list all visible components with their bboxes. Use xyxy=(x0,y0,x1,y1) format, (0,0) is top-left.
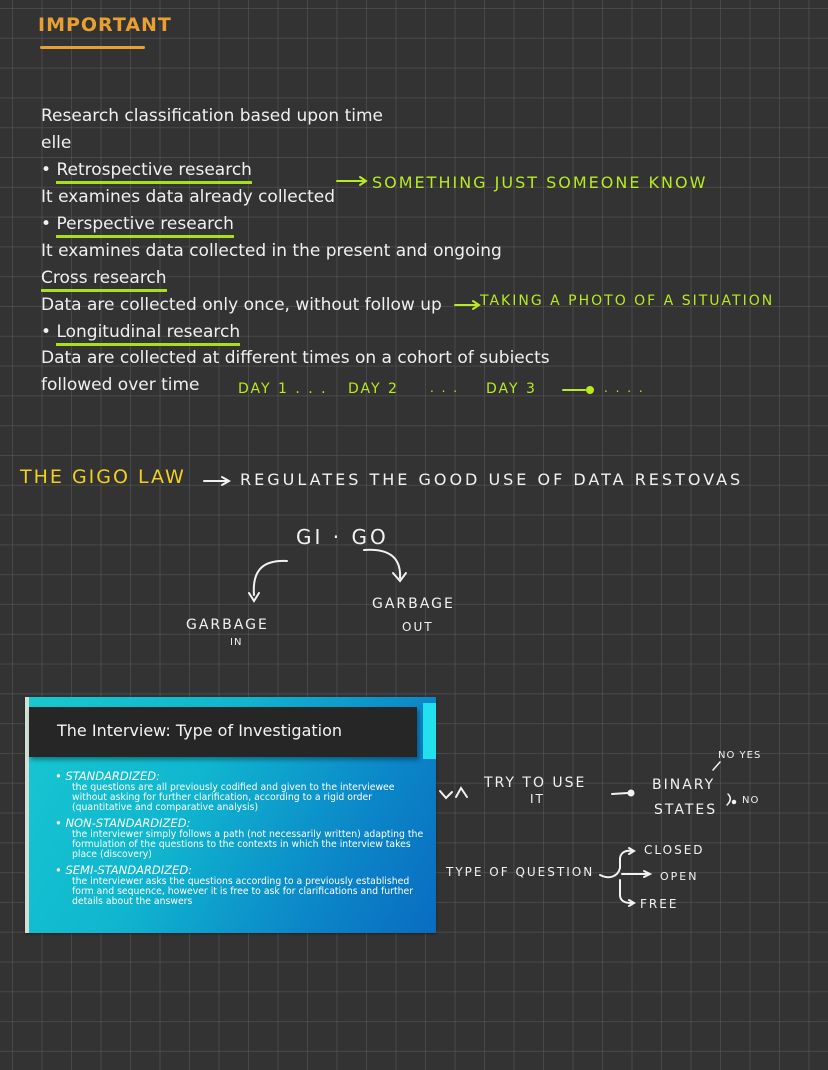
note-longitudinal-desc-2: followed over time xyxy=(41,375,200,395)
slide-item-semi-standardized xyxy=(55,863,425,907)
arrow-right-icon xyxy=(563,387,593,393)
slide-item-heading: • SEMI-STANDARDIZED: xyxy=(55,863,425,877)
question-type-closed: CLOSED xyxy=(644,843,705,857)
retrospective-heading: Retrospective research xyxy=(56,160,252,184)
important-heading: IMPORTANT xyxy=(38,14,172,36)
arrow-right-icon xyxy=(204,477,229,485)
gigo-center-label: GI · GO xyxy=(296,525,389,549)
annotation-day-1: DAY 1 . . . xyxy=(238,381,328,397)
note-retrospective-desc: It examines data already collected xyxy=(41,187,335,207)
yes-option: NO YES xyxy=(718,750,762,761)
longitudinal-heading: Longitudinal research xyxy=(56,322,240,346)
branch-icon xyxy=(713,762,736,805)
slide-item-non-standardized xyxy=(55,816,425,860)
garbage-in-sub: IN xyxy=(230,637,243,648)
arrow-right-icon xyxy=(612,791,634,796)
interview-slide-image xyxy=(25,697,436,933)
note-elle: elle xyxy=(41,133,72,153)
annotation-trailing-dots: . . . . xyxy=(604,381,645,395)
slide-item-heading: • NON-STANDARDIZED: xyxy=(55,816,425,830)
annotation-something-someone-know: SOMETHING JUST SOMEONE KNOW xyxy=(372,173,708,192)
curved-arrow-down-icon xyxy=(364,550,406,581)
slide-item-heading: • STANDARDIZED: xyxy=(55,769,425,783)
slide-side-tab xyxy=(423,703,436,759)
note-longitudinal-item xyxy=(41,322,240,346)
type-of-question-label: TYPE OF QUESTION xyxy=(446,865,595,879)
slide-item-text: the interviewer asks the questions according to a previously established form and sequence, however it is free to ask for clarifications and further details about the answers xyxy=(72,876,414,907)
note-cross-item xyxy=(41,268,167,292)
cross-heading: Cross research xyxy=(41,268,167,292)
curved-arrow-down-icon xyxy=(249,561,287,601)
slide-title: The Interview: Type of Investigation xyxy=(57,721,343,740)
arrow-right-icon xyxy=(337,177,366,185)
slide-title-bar xyxy=(29,707,417,757)
try-to-use-label: TRY TO USE xyxy=(484,775,587,791)
gigo-law-title: THE GIGO LAW xyxy=(20,466,186,488)
annotation-taking-photo: TAKING A PHOTO OF A SITUATION xyxy=(480,293,775,309)
bullet: • xyxy=(41,322,52,342)
note-perspective-desc: It examines data collected in the present and ongoing xyxy=(41,241,502,261)
slide-body xyxy=(55,769,425,910)
slide-item-text: the interviewer simply follows a path (not necessarily written) adapting the formulation of the questions to the contexts in which the interview takes place (discovery) xyxy=(72,829,424,860)
garbage-out-sub: OUT xyxy=(402,620,434,634)
note-classification-title: Research classification based upon time xyxy=(41,106,384,126)
bullet: • xyxy=(41,214,52,234)
question-type-open: OPEN xyxy=(660,870,699,883)
slide-item-text: the questions are all previously codified and given to the interviewee without asking for further clarification, according to a rigid order (quantitative and comparative analysis) xyxy=(72,782,395,813)
try-to-use-sub: IT xyxy=(530,792,545,806)
garbage-in-label: GARBAGE xyxy=(186,617,269,633)
perspective-heading: Perspective research xyxy=(56,214,233,238)
annotation-day-2: DAY 2 xyxy=(348,381,399,397)
note-cross-desc: Data are collected only once, without follow up xyxy=(41,295,442,315)
slide-item-standardized xyxy=(55,769,425,813)
question-type-free: FREE xyxy=(640,897,679,911)
arrow-right-icon xyxy=(455,301,479,309)
note-retrospective-item xyxy=(41,160,252,184)
binary-label: BINARY xyxy=(652,777,716,793)
gigo-law-description: REGULATES THE GOOD USE OF DATA RESTOVAS xyxy=(240,470,744,489)
annotation-dots: . . . xyxy=(430,381,460,395)
no-option: NO xyxy=(742,795,760,806)
heading-underline xyxy=(40,46,145,49)
note-longitudinal-desc: Data are collected at different times on a cohort of subiects xyxy=(41,348,550,368)
note-perspective-item xyxy=(41,214,234,238)
bullet: • xyxy=(41,160,52,180)
arrow-icon xyxy=(440,788,467,798)
garbage-out-label: GARBAGE xyxy=(372,596,455,612)
annotation-day-3: DAY 3 xyxy=(486,381,537,397)
states-label: STATES xyxy=(654,802,718,818)
